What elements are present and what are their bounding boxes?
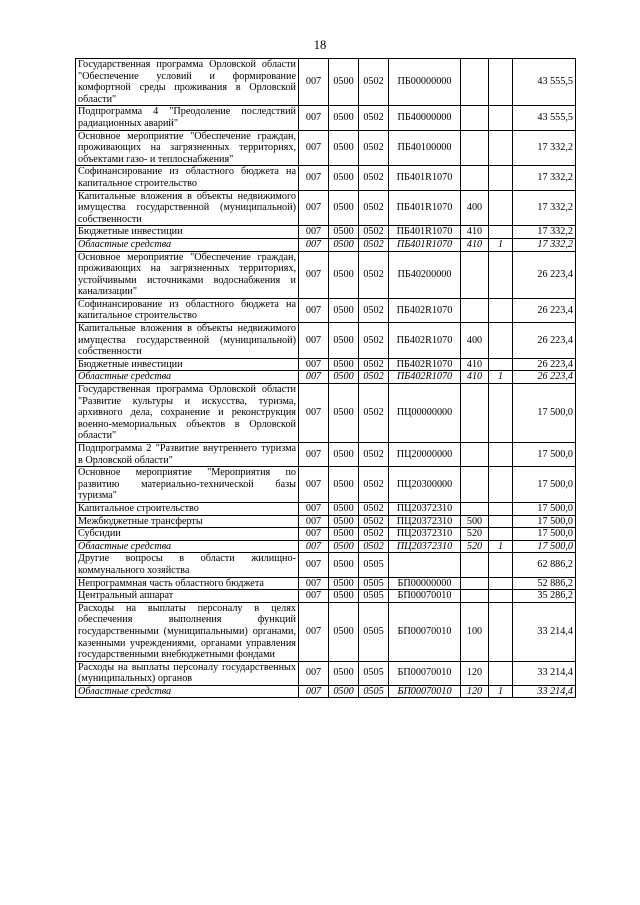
cell-expense-type: 120 bbox=[461, 685, 489, 698]
cell-target-article: ПЦ20300000 bbox=[389, 467, 461, 503]
cell-name: Капитальные вложения в объекты недвижимого имущества государственной (муниципальной) собственности bbox=[76, 323, 299, 359]
cell-section: 0500 bbox=[329, 590, 359, 603]
cell-amount: 33 214,4 bbox=[513, 602, 576, 661]
cell-ved: 007 bbox=[299, 226, 329, 239]
cell-expense-type bbox=[461, 59, 489, 106]
cell-ved: 007 bbox=[299, 443, 329, 467]
table-row bbox=[76, 515, 576, 528]
table-row bbox=[76, 685, 576, 698]
cell-subsection: 0502 bbox=[359, 323, 389, 359]
cell-target-article: ПБ402R1070 bbox=[389, 298, 461, 322]
table-row bbox=[76, 577, 576, 590]
cell-section: 0500 bbox=[329, 577, 359, 590]
cell-target-article: БП00070010 bbox=[389, 590, 461, 603]
cell-amount: 17 500,0 bbox=[513, 502, 576, 515]
cell-amount: 17 332,2 bbox=[513, 226, 576, 239]
cell-section: 0500 bbox=[329, 515, 359, 528]
cell-target-article: ПБ40000000 bbox=[389, 106, 461, 130]
cell-subsection: 0502 bbox=[359, 467, 389, 503]
cell-ved: 007 bbox=[299, 130, 329, 166]
cell-section: 0500 bbox=[329, 540, 359, 553]
cell-target-article: ПБ402R1070 bbox=[389, 358, 461, 371]
cell-ved: 007 bbox=[299, 685, 329, 698]
cell-section: 0500 bbox=[329, 130, 359, 166]
cell-name: Областные средства bbox=[76, 685, 299, 698]
cell-expense-type bbox=[461, 106, 489, 130]
table-row bbox=[76, 106, 576, 130]
cell-target-article: ПБ40200000 bbox=[389, 251, 461, 298]
cell-ved: 007 bbox=[299, 323, 329, 359]
cell-section: 0500 bbox=[329, 371, 359, 384]
cell-funding-source bbox=[489, 384, 513, 443]
cell-funding-source bbox=[489, 190, 513, 226]
cell-ved: 007 bbox=[299, 515, 329, 528]
cell-section: 0500 bbox=[329, 106, 359, 130]
cell-funding-source: 1 bbox=[489, 371, 513, 384]
cell-expense-type bbox=[461, 251, 489, 298]
cell-section: 0500 bbox=[329, 384, 359, 443]
cell-target-article: ПБ402R1070 bbox=[389, 323, 461, 359]
cell-section: 0500 bbox=[329, 226, 359, 239]
cell-funding-source bbox=[489, 553, 513, 577]
cell-funding-source bbox=[489, 251, 513, 298]
cell-ved: 007 bbox=[299, 553, 329, 577]
table-row bbox=[76, 602, 576, 661]
cell-expense-type bbox=[461, 502, 489, 515]
cell-name: Подпрограмма 2 "Развитие внутреннего туризма в Орловской области" bbox=[76, 443, 299, 467]
cell-name: Областные средства bbox=[76, 238, 299, 251]
cell-ved: 007 bbox=[299, 106, 329, 130]
cell-name: Субсидии bbox=[76, 528, 299, 541]
cell-funding-source bbox=[489, 661, 513, 685]
cell-amount: 26 223,4 bbox=[513, 323, 576, 359]
table-row bbox=[76, 130, 576, 166]
cell-target-article: ПЦ00000000 bbox=[389, 384, 461, 443]
cell-subsection: 0505 bbox=[359, 685, 389, 698]
cell-amount: 33 214,4 bbox=[513, 685, 576, 698]
cell-section: 0500 bbox=[329, 528, 359, 541]
cell-amount: 26 223,4 bbox=[513, 251, 576, 298]
cell-target-article: ПБ401R1070 bbox=[389, 166, 461, 190]
cell-section: 0500 bbox=[329, 190, 359, 226]
cell-name: Другие вопросы в области жилищно-коммунального хозяйства bbox=[76, 553, 299, 577]
cell-expense-type: 410 bbox=[461, 371, 489, 384]
cell-amount: 17 332,2 bbox=[513, 130, 576, 166]
cell-funding-source bbox=[489, 577, 513, 590]
cell-amount: 26 223,4 bbox=[513, 298, 576, 322]
cell-name: Областные средства bbox=[76, 371, 299, 384]
cell-target-article: ПЦ20372310 bbox=[389, 528, 461, 541]
cell-target-article: ПБ00000000 bbox=[389, 59, 461, 106]
cell-target-article: БП00070010 bbox=[389, 685, 461, 698]
cell-subsection: 0505 bbox=[359, 602, 389, 661]
cell-expense-type bbox=[461, 298, 489, 322]
cell-ved: 007 bbox=[299, 577, 329, 590]
cell-ved: 007 bbox=[299, 590, 329, 603]
cell-subsection: 0502 bbox=[359, 371, 389, 384]
cell-expense-type: 520 bbox=[461, 540, 489, 553]
cell-funding-source bbox=[489, 515, 513, 528]
cell-amount: 17 332,2 bbox=[513, 190, 576, 226]
cell-subsection: 0505 bbox=[359, 577, 389, 590]
cell-funding-source bbox=[489, 59, 513, 106]
cell-name: Основное мероприятие "Мероприятия по развитию материально-технической базы туризма" bbox=[76, 467, 299, 503]
cell-subsection: 0502 bbox=[359, 358, 389, 371]
cell-funding-source bbox=[489, 106, 513, 130]
cell-subsection: 0502 bbox=[359, 540, 389, 553]
table-row bbox=[76, 528, 576, 541]
cell-funding-source: 1 bbox=[489, 540, 513, 553]
cell-expense-type: 400 bbox=[461, 190, 489, 226]
cell-amount: 52 886,2 bbox=[513, 577, 576, 590]
cell-subsection: 0502 bbox=[359, 251, 389, 298]
cell-section: 0500 bbox=[329, 323, 359, 359]
cell-name: Основное мероприятие "Обеспечение граждан, проживающих на загрязненных территориях, объектами газо- и теплоснабжения" bbox=[76, 130, 299, 166]
table-row bbox=[76, 59, 576, 106]
cell-funding-source bbox=[489, 130, 513, 166]
cell-target-article: ПБ401R1070 bbox=[389, 238, 461, 251]
cell-funding-source bbox=[489, 467, 513, 503]
cell-ved: 007 bbox=[299, 358, 329, 371]
cell-name: Софинансирование из областного бюджета на капитальное строительство bbox=[76, 166, 299, 190]
cell-amount: 17 500,0 bbox=[513, 384, 576, 443]
cell-section: 0500 bbox=[329, 238, 359, 251]
cell-expense-type: 520 bbox=[461, 528, 489, 541]
cell-ved: 007 bbox=[299, 661, 329, 685]
budget-table bbox=[75, 58, 576, 698]
cell-funding-source bbox=[489, 443, 513, 467]
cell-ved: 007 bbox=[299, 251, 329, 298]
cell-amount: 62 886,2 bbox=[513, 553, 576, 577]
cell-ved: 007 bbox=[299, 540, 329, 553]
cell-expense-type: 410 bbox=[461, 358, 489, 371]
table-row bbox=[76, 384, 576, 443]
cell-funding-source: 1 bbox=[489, 685, 513, 698]
cell-target-article: ПЦ20000000 bbox=[389, 443, 461, 467]
cell-ved: 007 bbox=[299, 502, 329, 515]
cell-target-article: ПБ401R1070 bbox=[389, 226, 461, 239]
cell-name: Государственная программа Орловской области "Обеспечение условий и формирование комфортной среды проживания в Орловской области" bbox=[76, 59, 299, 106]
cell-subsection: 0505 bbox=[359, 553, 389, 577]
cell-expense-type bbox=[461, 130, 489, 166]
cell-expense-type: 400 bbox=[461, 323, 489, 359]
table-row bbox=[76, 190, 576, 226]
page-number: 18 bbox=[313, 38, 327, 52]
cell-target-article bbox=[389, 553, 461, 577]
cell-expense-type: 500 bbox=[461, 515, 489, 528]
cell-subsection: 0502 bbox=[359, 130, 389, 166]
table-row bbox=[76, 298, 576, 322]
cell-expense-type: 410 bbox=[461, 238, 489, 251]
cell-name: Бюджетные инвестиции bbox=[76, 358, 299, 371]
cell-ved: 007 bbox=[299, 602, 329, 661]
table-row bbox=[76, 443, 576, 467]
cell-funding-source: 1 bbox=[489, 238, 513, 251]
cell-ved: 007 bbox=[299, 190, 329, 226]
cell-funding-source bbox=[489, 226, 513, 239]
cell-amount: 35 286,2 bbox=[513, 590, 576, 603]
cell-target-article: БП00000000 bbox=[389, 577, 461, 590]
cell-name: Подпрограмма 4 "Преодоление последствий радиационных аварий" bbox=[76, 106, 299, 130]
cell-name: Капитальное строительство bbox=[76, 502, 299, 515]
cell-expense-type bbox=[461, 443, 489, 467]
cell-target-article: ПЦ20372310 bbox=[389, 502, 461, 515]
table-row bbox=[76, 166, 576, 190]
cell-amount: 33 214,4 bbox=[513, 661, 576, 685]
cell-section: 0500 bbox=[329, 166, 359, 190]
cell-target-article: ПБ40100000 bbox=[389, 130, 461, 166]
cell-ved: 007 bbox=[299, 298, 329, 322]
cell-section: 0500 bbox=[329, 358, 359, 371]
cell-subsection: 0502 bbox=[359, 106, 389, 130]
cell-expense-type bbox=[461, 590, 489, 603]
cell-subsection: 0502 bbox=[359, 384, 389, 443]
cell-subsection: 0502 bbox=[359, 443, 389, 467]
cell-section: 0500 bbox=[329, 298, 359, 322]
cell-name: Межбюджетные трансферты bbox=[76, 515, 299, 528]
cell-name: Капитальные вложения в объекты недвижимого имущества государственной (муниципальной) собственности bbox=[76, 190, 299, 226]
table-body bbox=[76, 59, 576, 698]
cell-amount: 17 332,2 bbox=[513, 166, 576, 190]
cell-ved: 007 bbox=[299, 371, 329, 384]
cell-name: Софинансирование из областного бюджета на капитальное строительство bbox=[76, 298, 299, 322]
table-row bbox=[76, 553, 576, 577]
cell-amount: 26 223,4 bbox=[513, 371, 576, 384]
cell-funding-source bbox=[489, 166, 513, 190]
cell-ved: 007 bbox=[299, 238, 329, 251]
cell-subsection: 0502 bbox=[359, 190, 389, 226]
cell-target-article: ПЦ20372310 bbox=[389, 515, 461, 528]
cell-name: Бюджетные инвестиции bbox=[76, 226, 299, 239]
cell-name: Центральный аппарат bbox=[76, 590, 299, 603]
cell-funding-source bbox=[489, 602, 513, 661]
cell-subsection: 0502 bbox=[359, 238, 389, 251]
cell-section: 0500 bbox=[329, 661, 359, 685]
cell-ved: 007 bbox=[299, 166, 329, 190]
cell-subsection: 0502 bbox=[359, 502, 389, 515]
table-row bbox=[76, 661, 576, 685]
cell-name: Областные средства bbox=[76, 540, 299, 553]
cell-section: 0500 bbox=[329, 467, 359, 503]
table-row bbox=[76, 502, 576, 515]
cell-funding-source bbox=[489, 298, 513, 322]
cell-name: Расходы на выплаты персоналу в целях обеспечения выполнения функций государственными (муниципальными) органами, казенными учреждениями, органами управления государственными внебюджетными фондами bbox=[76, 602, 299, 661]
cell-ved: 007 bbox=[299, 59, 329, 106]
cell-section: 0500 bbox=[329, 443, 359, 467]
cell-target-article: ПБ401R1070 bbox=[389, 190, 461, 226]
cell-section: 0500 bbox=[329, 59, 359, 106]
cell-expense-type bbox=[461, 553, 489, 577]
table-row bbox=[76, 358, 576, 371]
table-row bbox=[76, 226, 576, 239]
cell-subsection: 0502 bbox=[359, 528, 389, 541]
cell-subsection: 0502 bbox=[359, 298, 389, 322]
cell-subsection: 0505 bbox=[359, 661, 389, 685]
table-row bbox=[76, 540, 576, 553]
cell-name: Непрограммная часть областного бюджета bbox=[76, 577, 299, 590]
cell-subsection: 0502 bbox=[359, 166, 389, 190]
cell-expense-type: 410 bbox=[461, 226, 489, 239]
table-row bbox=[76, 590, 576, 603]
cell-ved: 007 bbox=[299, 467, 329, 503]
cell-subsection: 0502 bbox=[359, 226, 389, 239]
table-row bbox=[76, 238, 576, 251]
cell-amount: 17 332,2 bbox=[513, 238, 576, 251]
cell-amount: 43 555,5 bbox=[513, 59, 576, 106]
cell-target-article: ПБ402R1070 bbox=[389, 371, 461, 384]
cell-amount: 17 500,0 bbox=[513, 467, 576, 503]
table-row bbox=[76, 323, 576, 359]
cell-amount: 17 500,0 bbox=[513, 540, 576, 553]
cell-expense-type bbox=[461, 166, 489, 190]
cell-funding-source bbox=[489, 323, 513, 359]
cell-expense-type bbox=[461, 384, 489, 443]
cell-section: 0500 bbox=[329, 553, 359, 577]
cell-section: 0500 bbox=[329, 685, 359, 698]
cell-amount: 17 500,0 bbox=[513, 515, 576, 528]
cell-target-article: БП00070010 bbox=[389, 661, 461, 685]
cell-target-article: ПЦ20372310 bbox=[389, 540, 461, 553]
cell-funding-source bbox=[489, 590, 513, 603]
cell-section: 0500 bbox=[329, 251, 359, 298]
table-row bbox=[76, 371, 576, 384]
cell-amount: 26 223,4 bbox=[513, 358, 576, 371]
cell-ved: 007 bbox=[299, 384, 329, 443]
cell-funding-source bbox=[489, 502, 513, 515]
cell-section: 0500 bbox=[329, 602, 359, 661]
cell-subsection: 0505 bbox=[359, 590, 389, 603]
cell-name: Государственная программа Орловской области "Развитие культуры и искусства, туризма, архивного дела, сохранение и реконструкция военно-мемориальных объектов в Орловской области" bbox=[76, 384, 299, 443]
cell-ved: 007 bbox=[299, 528, 329, 541]
cell-subsection: 0502 bbox=[359, 515, 389, 528]
cell-subsection: 0502 bbox=[359, 59, 389, 106]
cell-target-article: БП00070010 bbox=[389, 602, 461, 661]
cell-funding-source bbox=[489, 358, 513, 371]
cell-expense-type: 100 bbox=[461, 602, 489, 661]
cell-amount: 43 555,5 bbox=[513, 106, 576, 130]
cell-name: Расходы на выплаты персоналу государственных (муниципальных) органов bbox=[76, 661, 299, 685]
cell-funding-source bbox=[489, 528, 513, 541]
cell-amount: 17 500,0 bbox=[513, 528, 576, 541]
cell-amount: 17 500,0 bbox=[513, 443, 576, 467]
cell-expense-type bbox=[461, 577, 489, 590]
cell-section: 0500 bbox=[329, 502, 359, 515]
cell-name: Основное мероприятие "Обеспечение граждан, проживающих на загрязненных территориях, устойчивыми источниками водоснабжения и канализации" bbox=[76, 251, 299, 298]
table-row bbox=[76, 251, 576, 298]
cell-expense-type: 120 bbox=[461, 661, 489, 685]
table-row bbox=[76, 467, 576, 503]
cell-expense-type bbox=[461, 467, 489, 503]
